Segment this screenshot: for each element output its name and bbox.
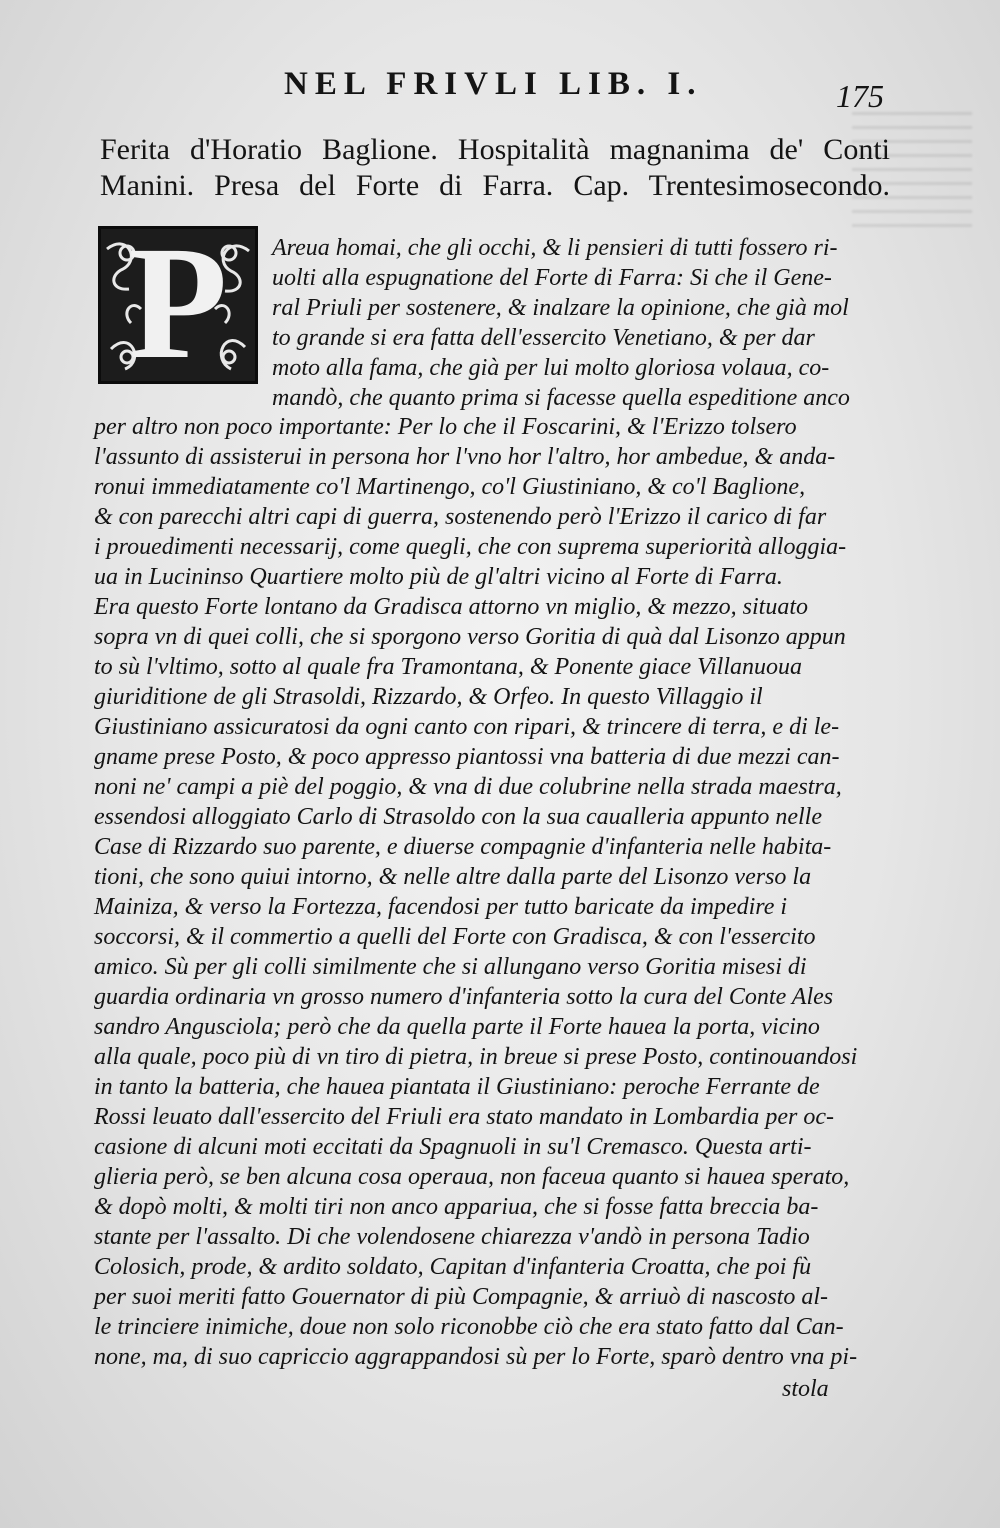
body-line: none, ma, di suo capriccio aggrappandosi sù per lo Forte, sparò dentro vna pi- bbox=[94, 1344, 858, 1370]
body-line: to grande si era fatta dell'essercito Venetiano, & per dar bbox=[272, 325, 815, 351]
body-line: gname prese Posto, & poco appresso piantossi vna batteria di due mezzi can- bbox=[94, 744, 840, 770]
body-line: mandò, che quanto prima si facesse quella espeditione anco bbox=[272, 385, 850, 411]
body-line: Colosich, prode, & ardito soldato, Capitan d'infanteria Croatta, che poi fù bbox=[94, 1254, 812, 1280]
body-line: ronui immediatamente co'l Martinengo, co'l Giustiniano, & co'l Baglione, bbox=[94, 474, 806, 500]
body-line: per suoi meriti fatto Gouernator di più Compagnie, & arriuò di nascosto al- bbox=[94, 1284, 829, 1310]
body-line: Mainiza, & verso la Fortezza, facendosi per tutto baricate da impedire i bbox=[94, 894, 788, 920]
body-line: uolti alla espugnatione del Forte di Farra: Si che il Gene- bbox=[272, 265, 832, 291]
body-line: le trinciere inimiche, doue non solo riconobbe ciò che era stato fatto dal Can- bbox=[94, 1314, 844, 1340]
body-line: l'assunto di assisterui in persona hor l'vno hor l'altro, hor ambedue, & anda- bbox=[94, 444, 836, 470]
body-line: Case di Rizzardo suo parente, e diuerse compagnie d'infanteria nelle habita- bbox=[94, 834, 832, 860]
body-line: Giustiniano assicuratosi da ogni canto con ripari, & trincere di terra, e di le- bbox=[94, 714, 840, 740]
body-line: Areua homai, che gli occhi, & li pensieri di tutti fossero ri- bbox=[272, 235, 838, 261]
body-line: sopra vn di quei colli, che si sporgono verso Goritia di quà dal Lisonzo appun bbox=[94, 624, 846, 650]
body-line: tioni, che sono quiui intorno, & nelle altre dalla parte del Lisonzo verso la bbox=[94, 864, 812, 890]
body-line: & dopò molti, & molti tiri non anco appariua, che si fosse fatta breccia ba- bbox=[94, 1194, 819, 1220]
ornamental-drop-cap bbox=[98, 226, 258, 384]
body-line: guardia ordinaria vn grosso numero d'infanteria sotto la cura del Conte Ales bbox=[94, 984, 834, 1010]
body-line: essendosi alloggiato Carlo di Strasoldo con la sua caualleria appunto nelle bbox=[94, 804, 822, 830]
body-line: Rossi leuato dall'essercito del Friuli era stato mandato in Lombardia per oc- bbox=[94, 1104, 834, 1130]
running-head: NEL FRIVLI LIB. I. bbox=[284, 66, 703, 102]
body-line: in tanto la batteria, che hauea piantata il Giustiniano: peroche Ferrante de bbox=[94, 1074, 820, 1100]
body-line: & con parecchi altri capi di guerra, sostenendo però l'Erizzo il carico di far bbox=[94, 504, 827, 530]
body-line: glieria però, se ben alcuna cosa operaua, non faceua quanto si hauea sperato, bbox=[94, 1164, 850, 1190]
body-line: per altro non poco importante: Per lo che il Foscarini, & l'Erizzo tolsero bbox=[94, 414, 797, 440]
body-line: stante per l'assalto. Di che volendosene chiarezza v'andò in persona Tadio bbox=[94, 1224, 810, 1250]
drop-cap-letter: P bbox=[128, 226, 228, 384]
body-line: soccorsi, & il commertio a quelli del Forte con Gradisca, & con l'essercito bbox=[94, 924, 816, 950]
body-line: alla quale, poco più di vn tiro di pietra, in breue si prese Posto, continouandosi bbox=[94, 1044, 858, 1070]
body-line: ral Priuli per sostenere, & inalzare la opinione, che già mol bbox=[272, 295, 849, 321]
chapter-heading: Ferita d'Horatio Baglione. Hospitalità magnanima de' Conti Manini. Presa del Forte di Farra. Cap. Trentesimosecondo. bbox=[100, 133, 890, 202]
body-line: giuriditione de gli Strasoldi, Rizzardo, & Orfeo. In questo Villaggio il bbox=[94, 684, 763, 710]
body-line: ua in Lucininso Quartiere molto più de gl'altri vicino al Forte di Farra. bbox=[94, 564, 783, 590]
body-line: sandro Angusciola; però che da quella parte il Forte hauea la porta, vicino bbox=[94, 1014, 820, 1040]
body-line: noni ne' campi a piè del poggio, & vna di due colubrine nella strada maestra, bbox=[94, 774, 842, 800]
catchword: stola bbox=[782, 1376, 829, 1402]
body-line: to sù l'vltimo, sotto al quale fra Tramontana, & Ponente giace Villanuoua bbox=[94, 654, 802, 680]
body-line: amico. Sù per gli colli similmente che si allungano verso Goritia misesi di bbox=[94, 954, 807, 980]
body-line: moto alla fama, che già per lui molto gloriosa volaua, co- bbox=[272, 355, 830, 381]
body-line: Era questo Forte lontano da Gradisca attorno vn miglio, & mezzo, situato bbox=[94, 594, 808, 620]
page-number: 175 bbox=[836, 78, 884, 114]
body-line: i prouedimenti necessarij, come quegli, che con suprema superiorità alloggia- bbox=[94, 534, 847, 560]
body-line: casione di alcuni moti eccitati da Spagnuoli in su'l Cremasco. Questa arti- bbox=[94, 1134, 812, 1160]
